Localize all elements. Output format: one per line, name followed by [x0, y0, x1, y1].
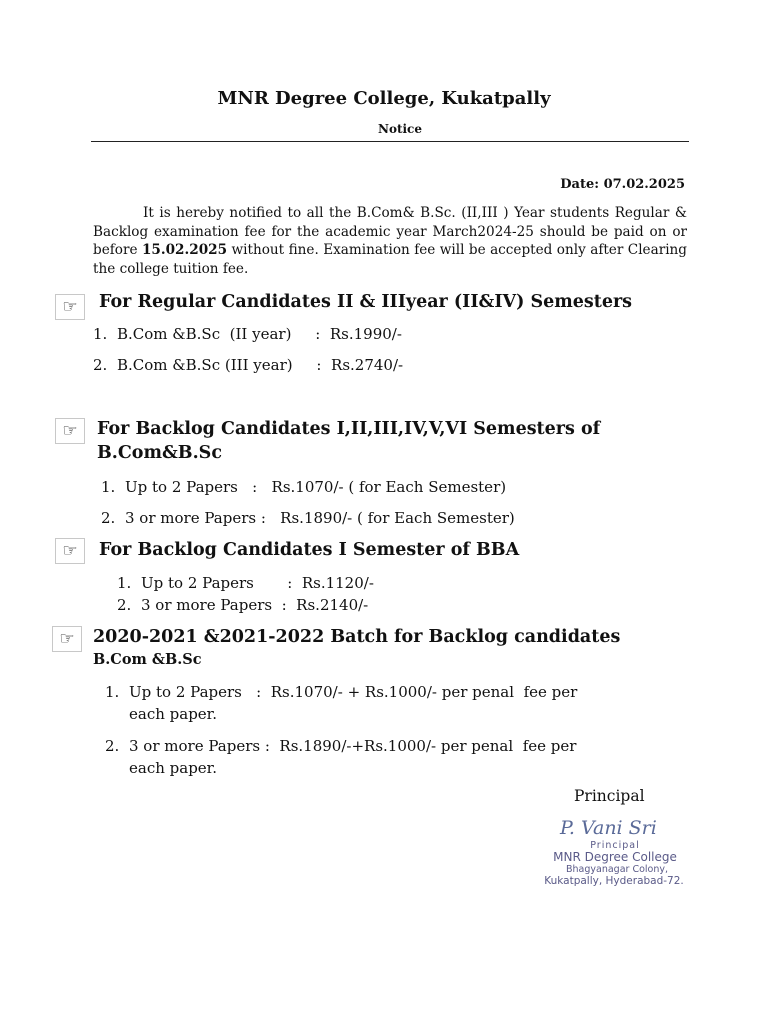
college-title: MNR Degree College, Kukatpally [217, 88, 551, 109]
notice-label: Notice [377, 122, 422, 136]
stamp-line: Principal [590, 840, 640, 851]
list-item [101, 507, 515, 529]
signature: P. Vani Sri [560, 817, 657, 839]
item-text: Up to 2 Papers : Rs.1070/- + Rs.1000/- per penal fee per [129, 683, 578, 701]
item-text: B.Com &B.Sc (II year) : Rs.1990/- [117, 325, 402, 343]
item-text-continued: each paper. [129, 759, 217, 777]
item-number: 1. [105, 683, 120, 701]
heading-line-2: B.Com&B.Sc [97, 443, 222, 463]
list-item [105, 735, 675, 779]
item-text: 3 or more Papers : Rs.1890/-+Rs.1000/- per penal fee per [129, 737, 577, 755]
item-number: 1. [101, 478, 116, 496]
intro-paragraph [93, 204, 687, 278]
item-text-continued: each paper. [129, 705, 217, 723]
section-batch-heading: 2020-2021 &2021-2022 Batch for Backlog candidates [93, 627, 621, 647]
item-number: 1. [117, 574, 132, 592]
item-text: 3 or more Papers : Rs.1890/- ( for Each Semester) [125, 509, 515, 527]
item-text: Up to 2 Papers : Rs.1070/- ( for Each Semester) [125, 478, 507, 496]
list-item [105, 681, 675, 725]
item-number: 1. [93, 325, 108, 343]
list-item [93, 354, 403, 376]
stamp-line: Kukatpally, Hyderabad-72. [544, 875, 684, 887]
pointing-hand-icon: ☞ [55, 418, 85, 444]
section-batch-subheading: B.Com &B.Sc [93, 651, 202, 668]
intro-deadline-date: 15.02.2025 [141, 242, 228, 259]
item-text: Up to 2 Papers : Rs.1120/- [141, 574, 374, 592]
item-number: 2. [93, 356, 108, 374]
list-item [101, 476, 506, 498]
principal-stamp [520, 812, 710, 892]
item-number: 2. [105, 737, 120, 755]
heading-line-1: For Backlog Candidates I,II,III,IV,V,VI Semesters of [97, 419, 601, 439]
pointing-hand-icon: ☞ [55, 294, 85, 320]
intro-text-start: It is hereby notified to all the B.Com& B.Sc. (II,III ) Year students Regular & Backlog examination fee for the academic year March2024-25 should be paid on or before [93, 205, 687, 259]
notice-date: Date: 07.02.2025 [560, 177, 685, 192]
list-item [93, 323, 402, 345]
item-text: B.Com &B.Sc (III year) : Rs.2740/- [117, 356, 404, 374]
item-text: 3 or more Papers : Rs.2140/- [141, 596, 369, 614]
item-number: 2. [117, 596, 132, 614]
header-divider [91, 141, 689, 142]
pointing-hand-icon: ☞ [52, 626, 82, 652]
intro-text-end: without fine. Examination fee will be accepted only after Clearing the college tuition fee. [93, 242, 687, 277]
pointing-hand-icon: ☞ [55, 538, 85, 564]
principal-label: Principal [574, 787, 645, 805]
list-item [117, 594, 368, 616]
section-regular-heading: For Regular Candidates II & IIIyear (II&IV) Semesters [99, 292, 633, 312]
section-bba-heading: For Backlog Candidates I Semester of BBA [99, 540, 520, 560]
list-item [117, 572, 374, 594]
stamp-line: Bhagyanagar Colony, [565, 864, 669, 875]
stamp-line: MNR Degree College [553, 850, 677, 864]
item-number: 2. [101, 509, 116, 527]
section-backlog-heading [97, 417, 600, 465]
